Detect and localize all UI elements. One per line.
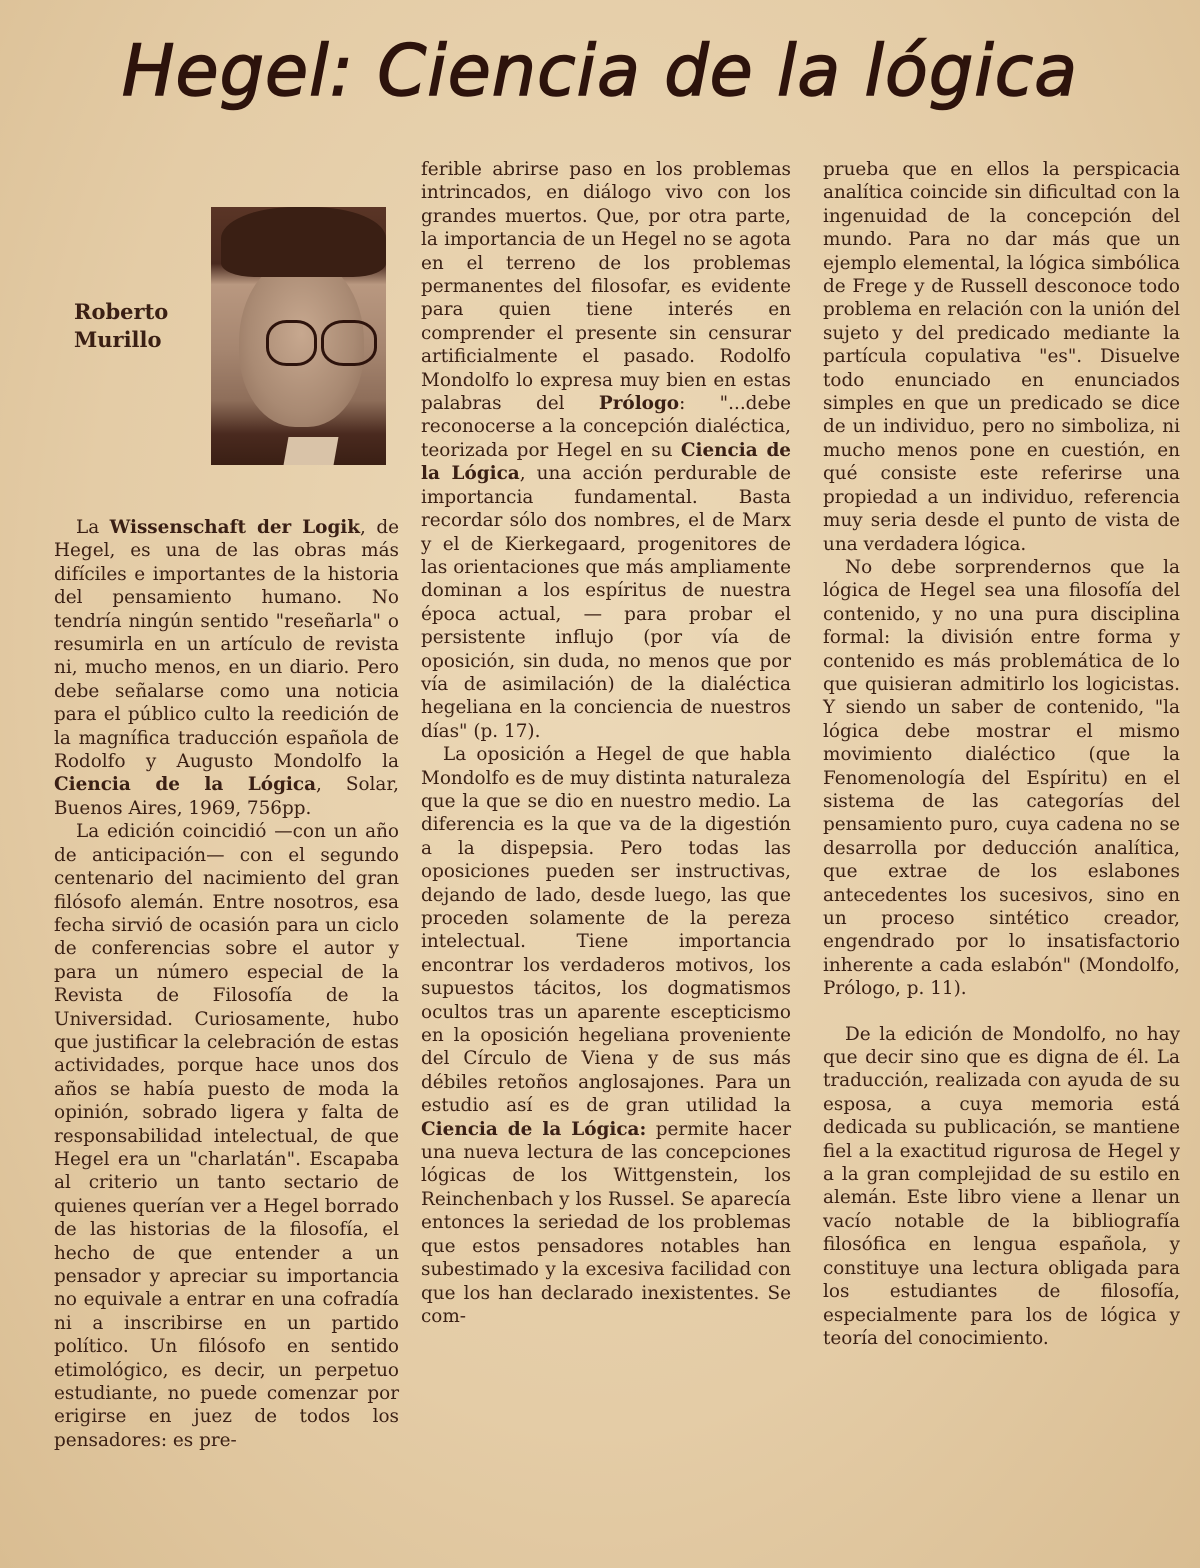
article-paragraph <box>823 1023 1180 1351</box>
paragraph-text: La oposición a Hegel de que habla Mondolfo es de muy distinta naturaleza que la que se dio en nuestro medio. La diferencia es la que va de la digestión a la dispepsia. Pero todas las oposiciones pueden ser instructivas, dejando de lado, desde luego, las que proceden solamente de la pereza intelectual. Tiene importancia encontrar los verdaderos motivos, los supuestos tácitos, los dogmatismos ocultos tras un aparente escepticismo en la oposición hegeliana proveniente del Círculo de Viena y de sus más débiles retoños anglosajones. Para un estudio así es de gran utilidad la <box>421 744 792 1117</box>
article-paragraph <box>421 158 791 743</box>
emphasized-title: Wissenschaft der Logik <box>109 517 361 538</box>
paragraph-text: , una acción perdurable de importancia fundamental. Basta recordar sólo dos nombres, el de Marx y el de Kierkegaard, progenitores de las orientaciones que más ampliamente dominan a los espíritus de nuestra época actual, — para probar el persistente influjo (por vía de oposición, sin duda, no menos que por vía de asimilación) de la dialéctica hegeliana en la conciencia de nuestros días" (p. 17). <box>421 463 791 742</box>
portrait-glasses-left <box>266 320 317 366</box>
article-paragraph <box>54 820 399 1452</box>
paragraph-text: prueba que en ellos la perspicacia analítica coincide sin dificultad con la ingenuidad de la concepción del mundo. Para no dar más que un ejemplo elemental, la lógica simbólica de Frege y de Russell desconoce todo problema en relación con la unión del sujeto y del predicado mediante la partícula copulativa "es". Disuelve todo enunciado en enunciados simples en que un predicado se dice de un individuo, pero no simboliza, ni mucho menos pone en cuestión, en qué consiste este referirse una propiedad a un individuo, referencia muy seria desde el punto de vista de una verdadera lógica. <box>823 159 1180 555</box>
paragraph-text: De la edición de Mondolfo, no hay que decir sino que es digna de él. La traducción, realizada con ayuda de su esposa, a cuya memoria está dedicada su publicación, se mantiene fiel a la exactitud rigurosa de Hegel y a la gran complejidad de su estilo en alemán. Este libro viene a llenar un vacío notable de la bibliografía filosófica en lengua española, y constituye una lectura obligada para los estudiantes de filosofía, especialmente para los de lógica y teoría del conocimiento. <box>823 1023 1180 1349</box>
article-column-2 <box>421 158 791 1328</box>
article-paragraph <box>421 743 791 1328</box>
paragraph-text: No debe sorprendernos que la lógica de Hegel sea una filosofía del contenido, y no una pura disciplina formal: la división entre forma y contenido es más problemática de lo que quisieran admitirlo los logicistas. Y siendo un saber de contenido, "la lógica debe mostrar el mismo movimiento dialéctico (que la Fenomenología del Espíritu) en el sistema de las categorías del pensamiento puro, cuya cadena no se desarrolla por deducción analítica, que extrae de los eslabones antecedentes los sucesivos, sino en un proceso sintético creador, engendrado por lo insatisfactorio inherente a cada eslabón" (Mondolfo, Prólogo, p. 11). <box>823 556 1180 1000</box>
emphasized-title: Ciencia de la Lógica: <box>421 1118 647 1140</box>
paragraph-text: , de Hegel, es una de las obras más difíciles e importantes de la historia del pensamiento humano. No tendría ningún sentido "reseñarla" o resumirla en un artículo de revista ni, mucho menos, en un diario. Pero debe señalarse como una noticia para el público culto la reedición de la magnífica traducción española de Rodolfo y Augusto Mondolfo la <box>54 517 399 773</box>
emphasized-title: Ciencia de la Lógica <box>54 774 317 796</box>
paragraph-text: ferible abrirse paso en los problemas intrincados, en diálogo vivo con los grandes muertos. Que, por otra parte, la importancia de un Hegel no se agota en el terreno de los problemas permanentes del filosofar, es evidente para quien tiene interés en comprender el presente sin censurar artificialmente el pasado. Rodolfo Mondolfo lo expresa muy bien en estas palabras del <box>421 159 791 415</box>
paragraph-text: permite hacer una nueva lectura de las concepciones lógicas de los Wittgenstein, los Reinchenbach y los Russel. Se aparecía entonces la seriedad de los problemas que estos pensadores notables han subestimado y la excesiva facilidad con que los han declarado inexistentes. Se com- <box>421 1118 791 1327</box>
paragraph-text: , Solar, Buenos Aires, 1969, 756pp. <box>54 774 400 819</box>
paragraph-gap <box>823 1001 1180 1023</box>
portrait-collar <box>284 437 339 465</box>
article-title: Hegel: Ciencia de la lógica <box>121 30 1079 112</box>
author-last-name: Murillo <box>74 327 162 352</box>
article-column-1 <box>54 516 399 1452</box>
paragraph-text: La edición coincidió —con un año de anticipación— con el segundo centenario del nacimiento del gran filósofo alemán. Entre nosotros, esa fecha sirvió de ocasión para un ciclo de conferencias sobre el autor y para un número especial de la Revista de Filosofía de la Universidad. Curiosamente, hubo que justificar la celebración de estas actividades, porque hace unos dos años se había puesto de moda la opinión, sobrado ligera y falta de responsabilidad intelectual, de que Hegel era un "charlatán". Escapaba al criterio un tanto sectario de quienes querían ver a Hegel borrado de las historias de la filosofía, el hecho de que entender a un pensador y apreciar su importancia no equivale a entrar en una cofradía ni a inscribirse en un partido político. Un filósofo en sentido etimológico, es decir, un perpetuo estudiante, no puede comenzar por erigirse en juez de todos los pensadores: es pre- <box>54 821 399 1451</box>
paragraph-text: La <box>76 517 110 538</box>
article-paragraph <box>823 556 1180 1001</box>
emphasized-title: Prólogo <box>598 393 680 415</box>
author-byline <box>74 298 168 354</box>
author-first-name: Roberto <box>74 299 169 324</box>
emphasized-title: Ciencia de la Lógica <box>421 439 791 485</box>
article-paragraph <box>823 158 1180 556</box>
paragraph-text: : "...debe reconocerse a la concepción dialéctica, teorizada por Hegel en su <box>421 393 791 461</box>
author-portrait-photo <box>211 207 386 465</box>
article-column-3 <box>823 158 1180 1350</box>
portrait-glasses-right <box>321 320 377 366</box>
article-paragraph <box>54 516 399 820</box>
portrait-hair <box>221 207 386 277</box>
